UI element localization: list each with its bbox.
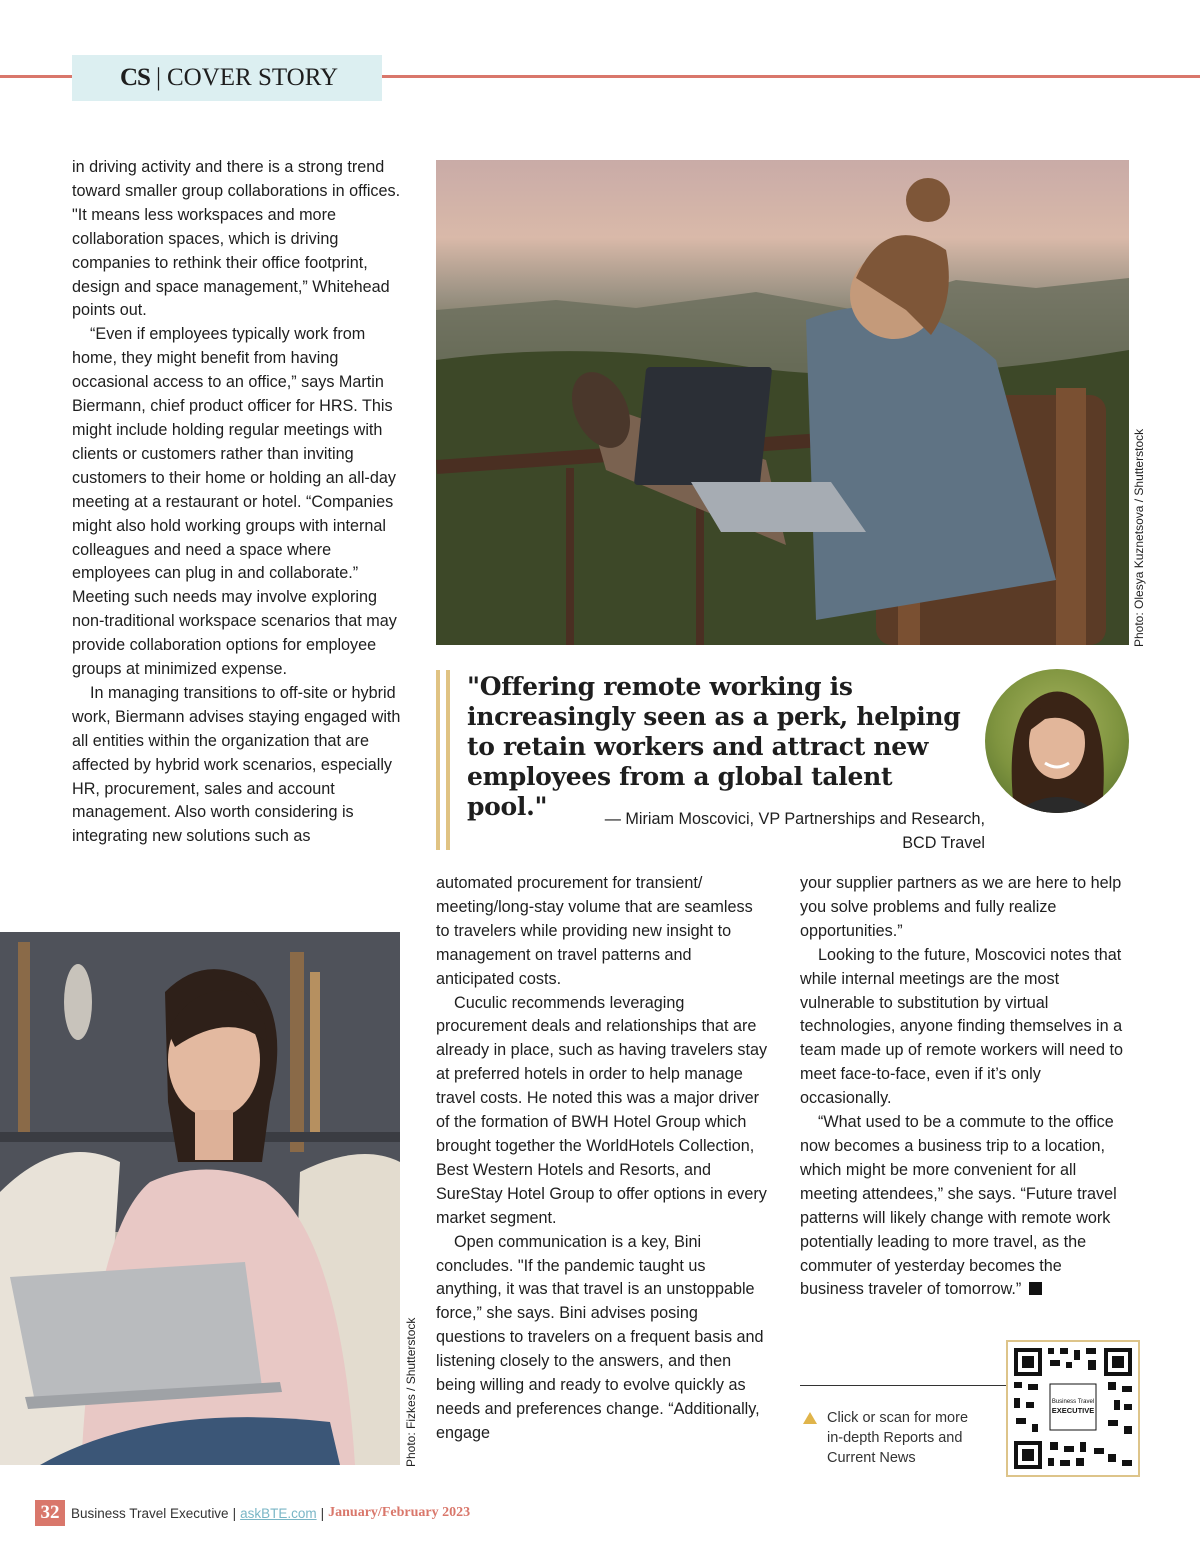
closing-paragraph-text: “What used to be a commute to the office now becomes a business trip to a location, which might be more convenient for all meeting attendees,” she says. “Future travel patterns will likely change with remote work potentially leading to more travel, as the commuter of yesterday becomes the business traveler of tomorrow.”	[800, 1113, 1117, 1299]
qr-divider	[800, 1385, 1006, 1386]
section-tab	[72, 55, 382, 101]
qr-logo-label-bottom: EXECUTIVE	[1051, 1406, 1095, 1415]
pull-quote-text: "Offering remote working is increasingly seen as a perk, helping to retain workers and attract new employees from a global talent pool."	[467, 672, 961, 821]
quote-bar-left	[436, 670, 440, 850]
article-paragraph: automated procurement for transient/ meeting/long-stay volume that are seamless to travelers while providing new insight to management on travel patterns and anticipated costs.	[436, 874, 753, 988]
remote-worker-illustration	[436, 160, 1129, 645]
footer-separator: |	[320, 1505, 325, 1521]
top-photo-credit: Photo: Olesya Kuznetsova / Shutterstock	[1132, 428, 1146, 647]
article-paragraph: in driving activity and there is a strong trend toward smaller group collaborations in offices. "It means less workspaces and more collaboration spaces, which is driving companies to rethink their office footprint, design and space management,” Whitehead points out.	[72, 158, 401, 320]
article-paragraph	[800, 1111, 1130, 1302]
issue-date: January/February 2023	[328, 1505, 471, 1520]
quote-bar-right	[446, 670, 450, 850]
speaker-portrait	[985, 669, 1129, 813]
page-number: 32	[35, 1500, 65, 1526]
article-column-right	[800, 872, 1130, 1302]
speaker-portrait-illustration	[985, 669, 1129, 813]
article-column-middle	[436, 872, 768, 1446]
qr-logo-label-top: Business Travel	[1051, 1399, 1095, 1405]
header-rule-right	[382, 75, 1200, 78]
quote-attribution-company: BCD Travel	[902, 833, 985, 852]
bottom-photo-credit: Photo: Fizkes / Shutterstock	[404, 1317, 418, 1467]
article-paragraph: “Even if employees typically work from home, they might benefit from having occasional access to an office,” says Martin Biermann, chief product officer for HRS. This might include holding regular meetings with clients or customers rather than inviting customers to their home or holding an all-day meeting at a restaurant or hotel. “Companies might also hold working groups with internal colleagues and need a space where employees can plug in and collaborate.” Meeting such needs may involve exploring non-traditional workspace scenarios that may provide collaboration options for employee groups at minimized expense.	[72, 325, 397, 679]
section-name: COVER STORY	[166, 64, 339, 91]
section-separator: |	[155, 64, 161, 91]
article-paragraph: Cuculic recommends leveraging procurement deals and relationships that are already in place, such as having travelers stay at preferred hotels in order to help manage travel costs. He noted this was a major driver of the formation of BWH Hotel Group which brought together the WorldHotels Collection, Best Western Hotels and Resorts, and SureStay Hotel Group to offer options in every market segment.	[436, 993, 768, 1227]
footer-separator: |	[232, 1505, 237, 1521]
woman-laptop-illustration	[0, 932, 400, 1465]
remote-worker-landscape-photo	[436, 160, 1129, 645]
qr-code[interactable]	[1006, 1340, 1140, 1477]
article-paragraph: your supplier partners as we are here to help you solve problems and fully realize opportunities.”	[800, 874, 1122, 940]
woman-laptop-photo	[0, 932, 400, 1465]
qr-code-icon	[1008, 1342, 1138, 1475]
article-paragraph: Looking to the future, Moscovici notes that while internal meetings are the most vulnerable to substitution by virtual technologies, anyone finding themselves in a team made up of remote workers will need to meet face-to-face, even if it’s only occasionally.	[800, 945, 1123, 1108]
article-column-left	[72, 156, 404, 849]
quote-attribution-name: — Miriam Moscovici, VP Partnerships and Research,	[604, 810, 985, 828]
header-rule-left	[0, 75, 72, 78]
article-paragraph: In managing transitions to off-site or hybrid work, Biermann advises staying engaged with all entities within the organization that are affected by hybrid work scenarios, especially HR, procurement, sales and account management. Also worth considering is integrating new solutions such as	[72, 683, 401, 846]
publication-name: Business Travel Executive	[71, 1505, 229, 1521]
section-abbr: CS	[120, 64, 150, 91]
quote-attribution	[560, 808, 985, 856]
end-of-article-mark	[1029, 1282, 1042, 1295]
website-link[interactable]: askBTE.com	[240, 1505, 317, 1521]
page-footer	[35, 1500, 470, 1526]
article-paragraph: Open communication is a key, Bini concludes. "If the pandemic taught us anything, it was that travel is an unstoppable force,” she says. Bini advises posing questions to travelers on a frequent basis and listening closely to the answers, and then being willing and ready to evolve quickly as needs and preferences change. “Additionally, engage	[436, 1232, 764, 1442]
triangle-arrow-icon	[803, 1412, 817, 1424]
qr-caption[interactable]: Click or scan for more in-depth Reports and Current News	[827, 1410, 969, 1466]
